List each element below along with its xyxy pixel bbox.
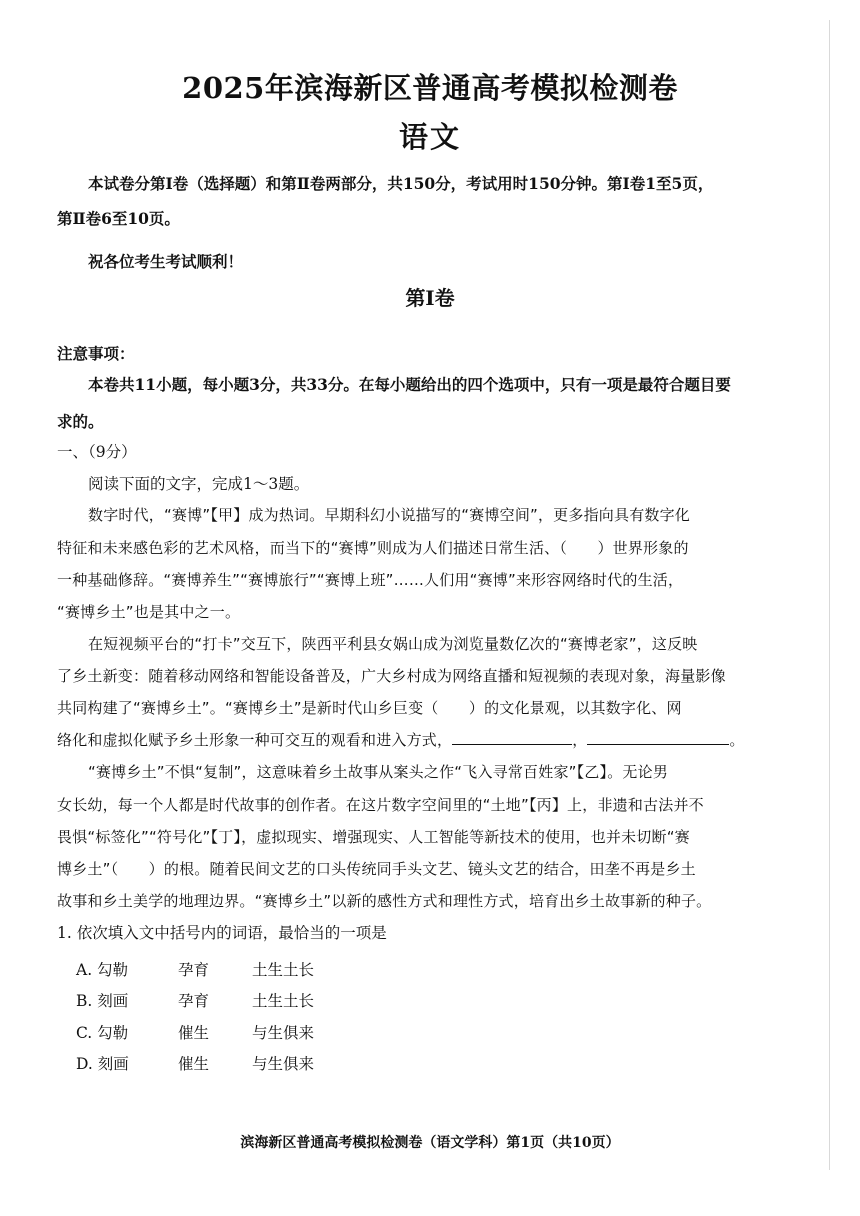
subject-title: 语文 [398,120,461,154]
passage-p1-line-4: “赛博乡土”也是其中之一。 [57,603,241,621]
passage-p3-line-2: 女长幼，每一个人都是时代故事的创作者。在这片数字空间里的“土地”【丙】上，非遗和古法并不 [57,796,704,814]
notice-line-1: 本卷共11小题，每小题3分，共33分。在每小题给出的四个选项中，只有一项是最符合题目要 [88,375,731,394]
passage-p2-line-2: 了乡土新变：随着移动网络和智能设备普及，广大乡村成为网络直播和短视频的表现对象，海量影像 [57,667,726,685]
part1-instruction: 阅读下面的文字，完成1～3题。 [88,475,310,493]
passage-p2-line-4-text: 络化和虚拟化赋予乡土形象一种可交互的观看和进入方式， [57,731,453,749]
intro-line-1: 本试卷分第Ⅰ卷（选择题）和第Ⅱ卷两部分，共150分，考试用时150分钟。第Ⅰ卷1至5页， [88,174,714,193]
option-a-label: A. 勾勒 [76,961,129,979]
option-b-word-3: 土生土长 [252,992,315,1010]
blank-separator: ， [572,731,588,749]
section-title: 第Ⅰ卷 [405,286,455,310]
passage-p1-line-2: 特征和未来感色彩的艺术风格，而当下的“赛博”则成为人们描述日常生活、（ ）世界形象的 [57,539,689,557]
passage-p3-line-5: 故事和乡土美学的地理边界。“赛博乡土”以新的感性方式和理性方式，培育出乡土故事新的种子。 [57,892,712,910]
passage-p1-line-1: 数字时代，“赛博”【甲】成为热词。早期科幻小说描写的“赛博空间”，更多指向具有数字化 [88,506,690,524]
answer-blank-2 [587,730,729,745]
passage-p3-line-4: 博乡土”（ ）的根。随着民间文艺的口头传统同手头文艺、镜头文艺的结合，田垄不再是乡土 [57,860,696,878]
option-c-word-3: 与生俱来 [252,1024,315,1042]
exam-title: 2025年滨海新区普通高考模拟检测卷 [182,71,678,105]
option-c-word-2: 催生 [178,1024,210,1042]
page-footer: 滨海新区普通高考模拟检测卷（语文学科）第1页（共10页） [240,1135,620,1151]
option-b-word-2: 孕育 [178,992,210,1010]
answer-blank-1 [452,730,572,745]
option-b-label: B. 刻画 [76,992,129,1010]
passage-p2-line-4 [57,729,745,750]
wish-text: 祝各位考生考试顺利！ [88,252,244,271]
notice-line-2: 求的。 [57,412,104,431]
intro-line-2: 第Ⅱ卷6至10页。 [57,209,180,228]
passage-p2-line-3: 共同构建了“赛博乡土”。“赛博乡土”是新时代山乡巨变（ ）的文化景观，以其数字化、网 [57,699,682,717]
option-d-word-3: 与生俱来 [252,1055,315,1073]
question-1-stem: 1. 依次填入文中括号内的词语，最恰当的一项是 [57,924,387,942]
option-a-word-2: 孕育 [178,961,210,979]
blank-terminator: 。 [729,731,745,749]
option-a-word-3: 土生土长 [252,961,315,979]
passage-p3-line-1: “赛博乡土”不惧“复制”，这意味着乡土故事从案头之作“飞入寻常百姓家”【乙】。无论男 [88,763,669,781]
option-c-label: C. 勾勒 [76,1024,129,1042]
passage-p3-line-3: 畏惧“标签化”“符号化”【丁】，虚拟现实、增强现实、人工智能等新技术的使用，也并未切断“赛 [57,828,690,846]
passage-p1-line-3: 一种基础修辞。“赛博养生”“赛博旅行”“赛博上班”……人们用“赛博”来形容网络时代的生活， [57,571,684,589]
option-d-word-2: 催生 [178,1055,210,1073]
passage-p2-line-1: 在短视频平台的“打卡”交互下，陕西平利县女娲山成为浏览量数亿次的“赛博老家”，这反映 [88,635,698,653]
page-edge-divider [829,20,830,1170]
notice-label: 注意事项： [57,344,135,363]
option-d-label: D. 刻画 [76,1055,129,1073]
part1-heading: 一、（9分） [57,443,137,461]
